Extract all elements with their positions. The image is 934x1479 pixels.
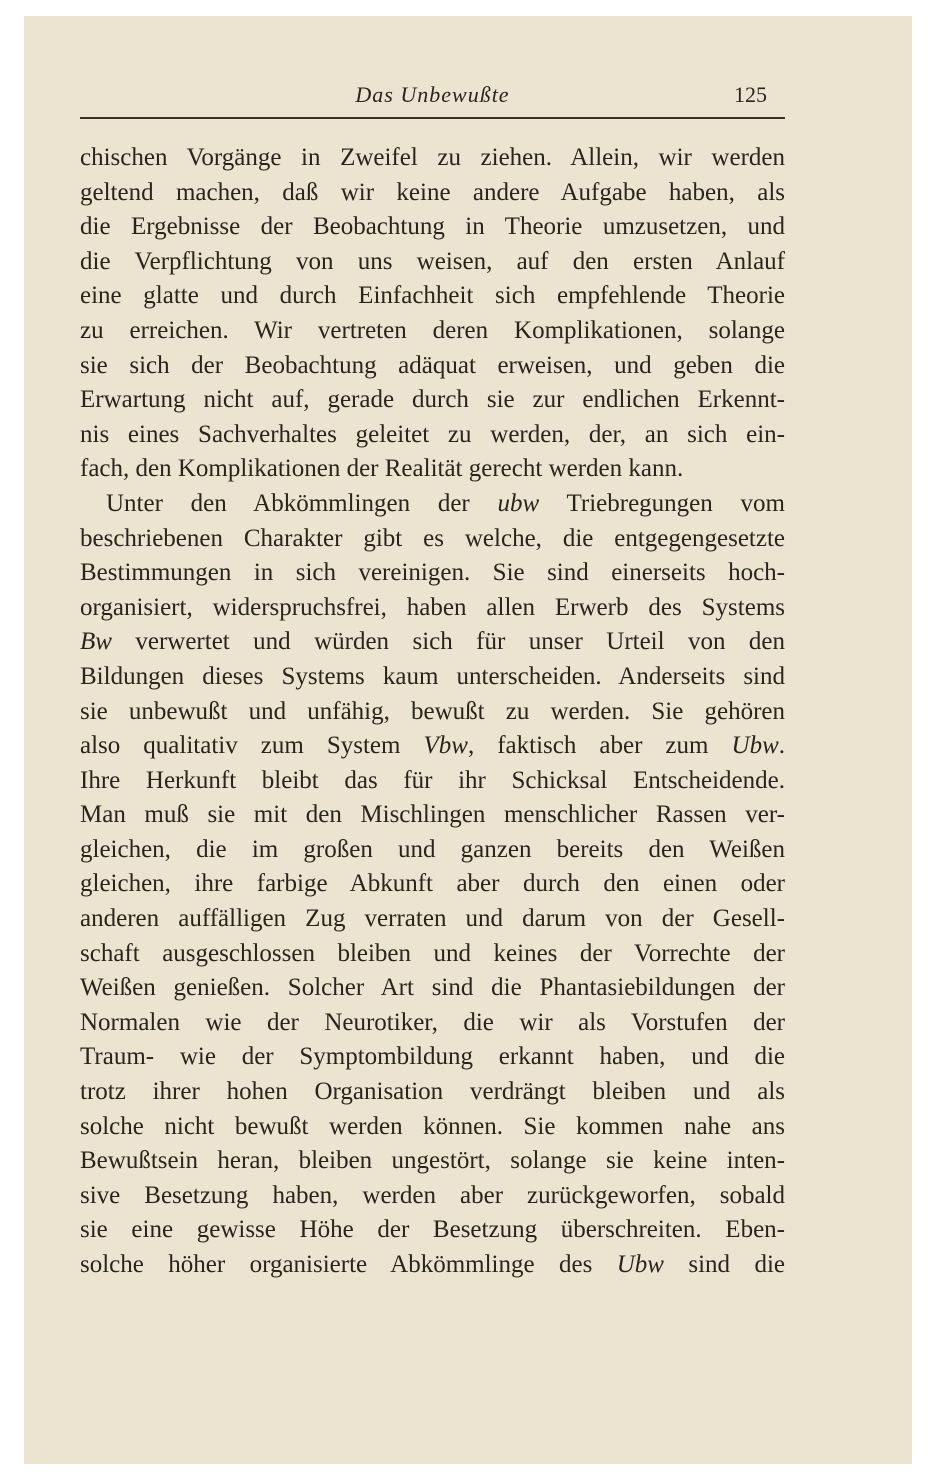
italic-term: Vbw bbox=[423, 732, 468, 760]
text-segment: organisiert, widerspruchsfrei, haben allen Erwerb des Systems bbox=[80, 593, 785, 621]
text-line bbox=[80, 591, 785, 626]
text-line bbox=[80, 314, 785, 349]
text-segment: chischen Vorgänge in Zweifel zu ziehen. Allein, wir werden bbox=[80, 144, 785, 171]
text-line bbox=[80, 1040, 785, 1075]
text-segment: Triebregungen vom bbox=[539, 489, 785, 517]
text-line bbox=[80, 141, 785, 176]
text-segment: , faktisch aber zum bbox=[467, 732, 732, 760]
text-segment: geltend machen, daß wir keine andere Aufgabe haben, als bbox=[80, 178, 785, 206]
text-segment: sie sich der Beobachtung adäquat erweisen, und geben die bbox=[80, 351, 785, 379]
text-line bbox=[80, 833, 785, 868]
page-header bbox=[80, 82, 785, 112]
text-line bbox=[80, 1213, 785, 1248]
text-segment: sie eine gewisse Höhe der Besetzung überschreiten. Eben- bbox=[80, 1216, 785, 1244]
text-line bbox=[80, 764, 785, 799]
text-line bbox=[80, 660, 785, 695]
text-segment: eine glatte und durch Einfachheit sich empfehlende Theorie bbox=[80, 282, 785, 310]
header-rule bbox=[80, 117, 785, 119]
text-line bbox=[80, 383, 785, 418]
text-segment: Traum- wie der Symptombildung erkannt haben, und die bbox=[80, 1043, 785, 1071]
text-segment: nis eines Sachverhaltes geleitet zu werden, der, an sich ein- bbox=[80, 420, 785, 448]
text-line bbox=[80, 971, 785, 1006]
text-line bbox=[80, 1110, 785, 1145]
text-line bbox=[80, 1144, 785, 1179]
text-line bbox=[80, 902, 785, 937]
text-segment: anderen auffälligen Zug verraten und darum von der Gesell- bbox=[80, 905, 785, 933]
text-line bbox=[80, 798, 785, 833]
text-segment: trotz ihrer hohen Organisation verdrängt bleiben und als bbox=[80, 1078, 785, 1106]
text-segment: verwertet und würden sich für unser Urteil von den bbox=[111, 628, 785, 656]
text-segment: zu erreichen. Wir vertreten deren Komplikationen, solange bbox=[80, 316, 785, 344]
text-line bbox=[80, 556, 785, 591]
text-segment: Weißen genießen. Solcher Art sind die Phantasiebildungen der bbox=[80, 974, 785, 1002]
text-line bbox=[80, 245, 785, 280]
text-line bbox=[80, 418, 785, 453]
italic-term: ubw bbox=[497, 489, 540, 517]
text-segment: Ihre Herkunft bleibt das für ihr Schicksal Entscheidende. bbox=[80, 766, 785, 794]
text-line bbox=[80, 176, 785, 211]
text-line bbox=[80, 625, 785, 660]
text-line bbox=[80, 522, 785, 557]
text-segment: fach, den Komplikationen der Realität gerecht werden kann. bbox=[80, 455, 684, 483]
text-segment: also qualitativ zum System bbox=[80, 732, 424, 760]
text-line bbox=[80, 1248, 785, 1283]
text-line bbox=[80, 695, 785, 730]
italic-term: Ubw bbox=[616, 1251, 664, 1278]
running-title: Das Unbewußte bbox=[355, 82, 510, 107]
text-segment: schaft ausgeschlossen bleiben und keines der Vorrechte der bbox=[80, 939, 785, 967]
text-segment: die Ergebnisse der Beobachtung in Theorie umzusetzen, und bbox=[80, 213, 785, 241]
text-segment: Bewußtsein heran, bleiben ungestört, solange sie keine inten- bbox=[80, 1147, 785, 1175]
text-segment: sie unbewußt und unfähig, bewußt zu werden. Sie gehören bbox=[80, 697, 785, 725]
text-segment: . bbox=[778, 732, 785, 760]
text-segment: Normalen wie der Neurotiker, die wir als Vorstufen der bbox=[80, 1008, 785, 1036]
text-line bbox=[80, 1179, 785, 1214]
text-line bbox=[80, 210, 785, 245]
text-segment: Man muß sie mit den Mischlingen menschlicher Rassen ver- bbox=[80, 801, 785, 829]
text-line bbox=[80, 937, 785, 972]
page-number: 125 bbox=[734, 82, 767, 107]
text-line bbox=[80, 867, 785, 902]
body-text bbox=[80, 141, 785, 1283]
text-line bbox=[80, 487, 785, 522]
text-segment: Bildungen dieses Systems kaum unterscheiden. Anderseits sind bbox=[80, 662, 785, 690]
text-segment: Erwartung nicht auf, gerade durch sie zur endlichen Erkennt- bbox=[80, 386, 785, 414]
text-segment: sind die bbox=[663, 1251, 785, 1278]
text-segment: sive Besetzung haben, werden aber zurückgeworfen, sobald bbox=[80, 1181, 785, 1209]
text-line bbox=[80, 1075, 785, 1110]
text-line bbox=[80, 1006, 785, 1041]
text-segment: solche nicht bewußt werden können. Sie kommen nahe ans bbox=[80, 1112, 785, 1140]
text-segment: die Verpflichtung von uns weisen, auf den ersten Anlauf bbox=[80, 247, 785, 275]
text-line bbox=[80, 279, 785, 314]
italic-term: Bw bbox=[80, 628, 112, 656]
text-line bbox=[80, 452, 785, 487]
text-segment: Unter den Abkömmlingen der bbox=[106, 489, 498, 517]
text-segment: gleichen, die im großen und ganzen bereits den Weißen bbox=[80, 835, 785, 863]
text-line bbox=[80, 349, 785, 384]
text-line bbox=[80, 729, 785, 764]
text-segment: beschriebenen Charakter gibt es welche, die entgegengesetzte bbox=[80, 524, 785, 552]
text-segment: Bestimmungen in sich vereinigen. Sie sind einerseits hoch- bbox=[80, 559, 785, 587]
text-segment: solche höher organisierte Abkömmlinge des bbox=[80, 1251, 617, 1278]
italic-term: Ubw bbox=[731, 732, 779, 760]
text-segment: gleichen, ihre farbige Abkunft aber durch den einen oder bbox=[80, 870, 785, 898]
